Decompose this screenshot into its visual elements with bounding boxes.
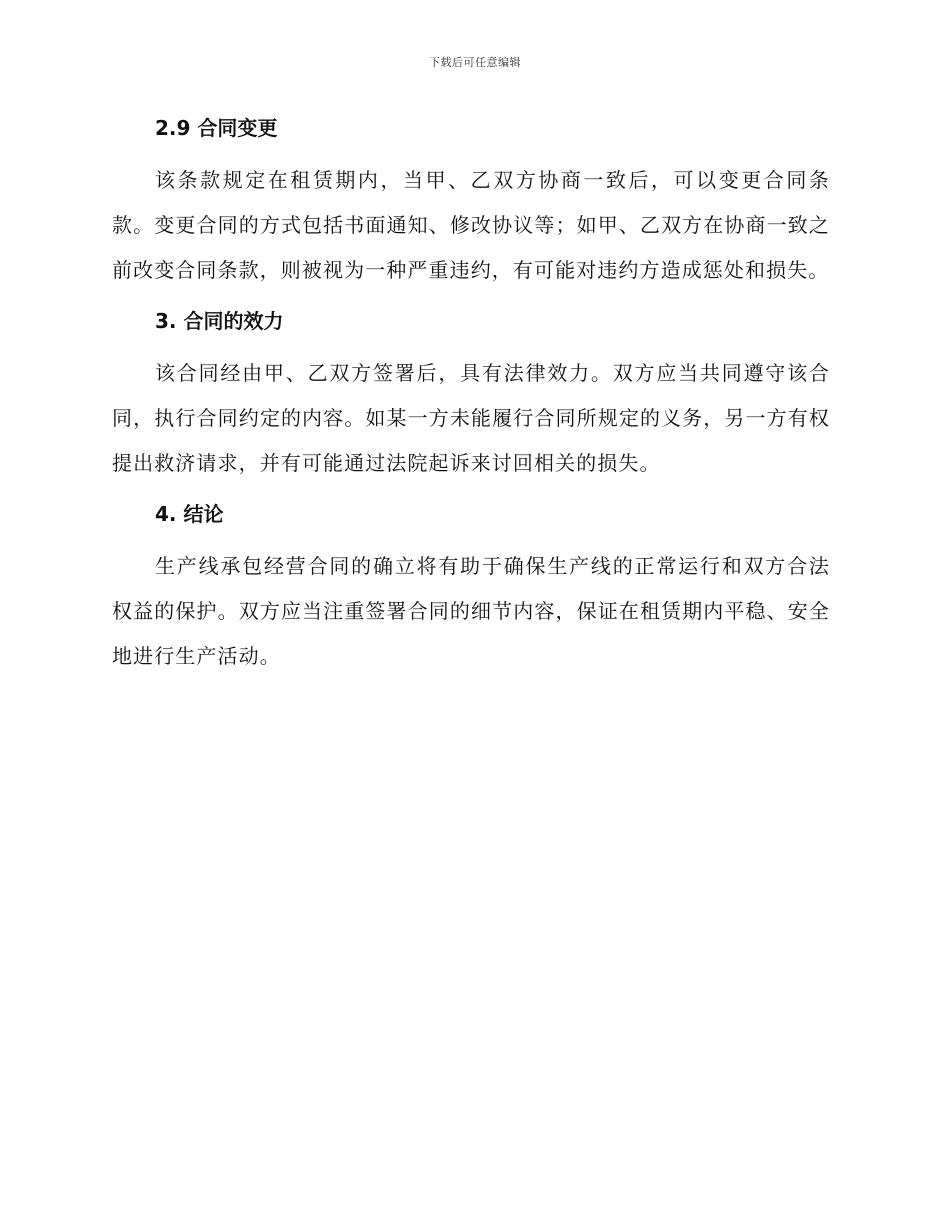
document-body [112, 108, 830, 679]
section-heading: 3. 合同的效力 [155, 309, 284, 333]
section-paragraph: 该合同经由甲、乙双方签署后，具有法律效力。双方应当共同遵守该合同，执行合同约定的内容。如某一方未能履行合同所规定的义务，另一方有权提出救济请求，并有可能通过法院起诉来讨回相关的损失。 [112, 361, 830, 475]
section-contract-change [112, 108, 830, 301]
section-paragraph: 生产线承包经营合同的确立将有助于确保生产线的正常运行和双方合法权益的保护。双方应当注重签署合同的细节内容，保证在租赁期内平稳、安全地进行生产活动。 [112, 554, 830, 668]
section-contract-validity [112, 301, 830, 494]
header-note: 下载后可任意编辑 [429, 56, 521, 69]
section-heading: 2.9 合同变更 [155, 116, 278, 140]
section-heading: 4. 结论 [155, 502, 224, 526]
section-paragraph: 该条款规定在租赁期内，当甲、乙双方协商一致后，可以变更合同条款。变更合同的方式包括书面通知、修改协议等；如甲、乙双方在协商一致之前改变合同条款，则被视为一种严重违约，有可能对违约方造成惩处和损失。 [112, 168, 830, 282]
section-conclusion [112, 494, 830, 679]
